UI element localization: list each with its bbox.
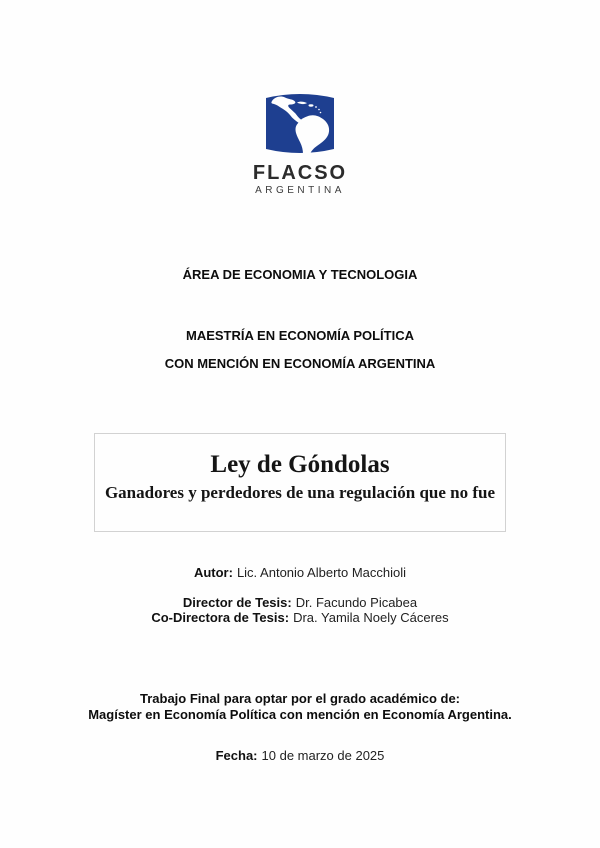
- director-label: Director de Tesis:: [182, 595, 292, 610]
- codirector-label: Co-Directora de Tesis:: [151, 610, 290, 625]
- date-line: [0, 748, 600, 763]
- author-line: [0, 565, 600, 580]
- program-name-line: MAESTRÍA EN ECONOMÍA POLÍTICA: [186, 328, 414, 343]
- date-label: Fecha:: [215, 748, 258, 763]
- director-value: Dr. Facundo Picabea: [295, 595, 418, 610]
- codirector-value: Dra. Yamila Noely Cáceres: [293, 610, 449, 625]
- date-value: 10 de marzo de 2025: [261, 748, 385, 763]
- codirector-line: [0, 610, 600, 625]
- director-line: [0, 595, 600, 610]
- author-label: Autor:: [193, 565, 233, 580]
- credits-section: [0, 565, 600, 625]
- latin-america-map-icon: [262, 88, 338, 162]
- thesis-subtitle: Ganadores y perdedores de una regulación que no fue: [104, 483, 496, 502]
- flacso-country-label: ARGENTINA: [255, 185, 345, 196]
- program-mention-line: CON MENCIÓN EN ECONOMÍA ARGENTINA: [164, 356, 436, 371]
- degree-statement: [0, 691, 600, 723]
- thesis-title-box: [94, 433, 506, 532]
- flacso-logo: [0, 0, 600, 197]
- author-value: Lic. Antonio Alberto Macchioli: [236, 565, 407, 580]
- area-heading: ÁREA DE ECONOMIA Y TECNOLOGIA: [182, 267, 418, 282]
- degree-line-2: Magíster en Economía Política con mención en Economía Argentina.: [88, 707, 512, 722]
- flacso-wordmark: FLACSO: [252, 162, 348, 184]
- degree-line-1: Trabajo Final para optar por el grado académico de:: [139, 691, 461, 706]
- thesis-title: Ley de Góndolas: [210, 451, 390, 478]
